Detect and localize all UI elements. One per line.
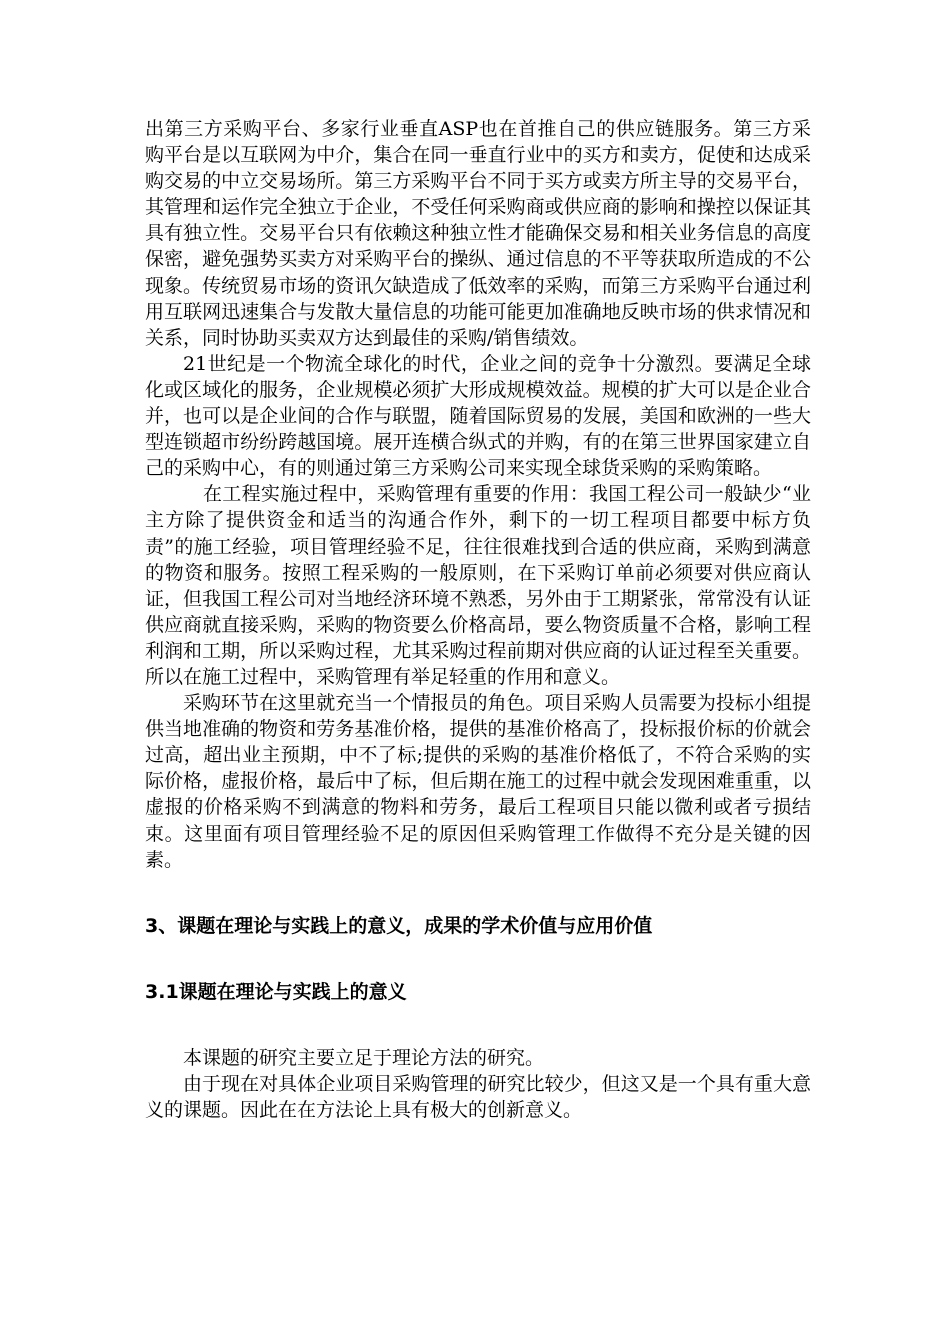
paragraph-procurement-role: 在工程实施过程中，采购管理有重要的作用：我国工程公司一般缺少“业主方除了提供资金和适当的沟通合作外，剩下的一切工程项目都要中标方负责”的施工经验，项目管理经验不足，往往很难找到合适的供应商，采购到满意的物资和服务。按照工程采购的一般原则，在下采购订单前必须要对供应商认证，但我国工程公司对当地经济环境不熟悉，另外由于工期紧张，常常没有认证供应商就直接采购，采购的物资要么价格高昂，要么物资质量不合格，影响工程利润和工期，所以采购过程，尤其采购过程前期对供应商的认证过程至关重要。所以在施工过程中，采购管理有举足轻重的作用和意义。 [145,483,811,688]
paragraph-third-party-platform: 出第三方采购平台、多家行业垂直ASP也在首推自己的供应链服务。第三方采购平台是以互联网为中介，集合在同一垂直行业中的买方和卖方，促使和达成采购交易的中立交易场所。第三方采购平台不同于买方或卖方所主导的交易平台，其管理和运作完全独立于企业，不受任何采购商或供应商的影响和操控以保证其具有独立性。交易平台只有依赖这种独立性才能确保交易和相关业务信息的高度保密，避免强势买卖方对采购平台的操纵、通过信息的不平等获取所造成的不公现象。传统贸易市场的资讯欠缺造成了低效率的采购，而第三方采购平台通过利用互联网迅速集合与发散大量信息的功能可能更加准确地反映市场的供求情况和关系，同时协助买卖双方达到最佳的采购/销售绩效。 [145,118,811,349]
paragraph-research-focus: 本课题的研究主要立足于理论方法的研究。 [183,1046,545,1069]
document-body [145,116,811,1123]
paragraph-logistics-globalization: 21世纪是一个物流全球化的时代，企业之间的竞争十分激烈。要满足全球化或区域化的服务，企业规模必须扩大形成规模效益。规模的扩大可以是企业合并，也可以是企业间的合作与联盟，随着国际贸易的发展，美国和欧洲的一些大型连锁超市纷纷跨越国境。展开连横合纵式的并购，有的在第三世界国家建立自己的采购中心，有的则通过第三方采购公司来实现全球货采购的采购策略。 [145,352,811,480]
paragraph-intelligence-role: 采购环节在这里就充当一个情报员的角色。项目采购人员需要为投标小组提供当地准确的物资和劳务基准价格，提供的基准价格高了，投标报价标的价就会过高，超出业主预期，中不了标;提供的采购的基准价格低了，不符合采购的实际价格，虚报价格，最后中了标，但后期在施工的过程中就会发现困难重重，以虚报的价格采购不到满意的物料和劳务，最后工程项目只能以微利或者亏损结束。这里面有项目管理经验不足的原因但采购管理工作做得不充分是关键的因素。 [145,692,811,871]
section-heading: 3、课题在理论与实践上的意义，成果的学术价值与应用价值 [145,914,653,937]
subsection-heading: 3.1课题在理论与实践上的意义 [145,980,407,1003]
paragraph-innovation: 由于现在对具体企业项目采购管理的研究比较少，但这又是一个具有重大意义的课题。因此在在方法论上具有极大的创新意义。 [145,1072,811,1121]
